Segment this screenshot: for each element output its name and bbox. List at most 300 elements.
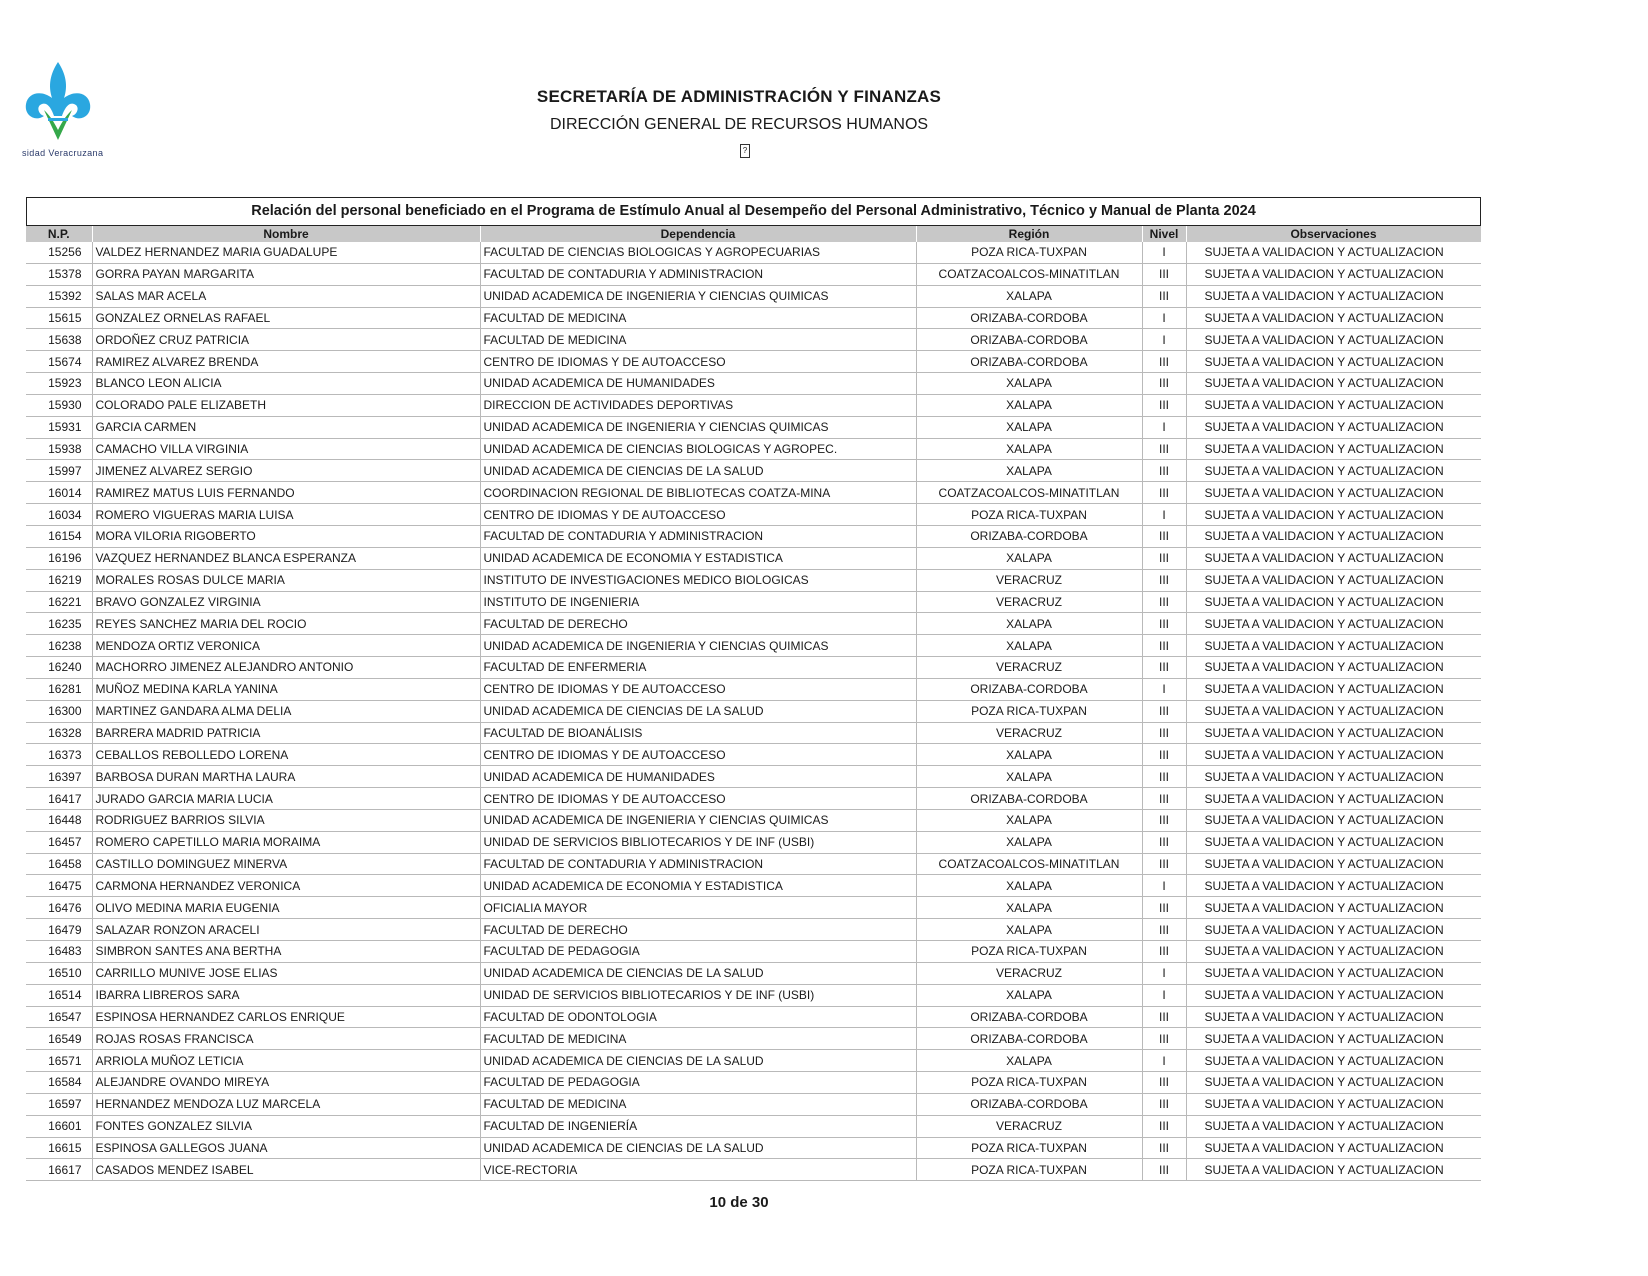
cell-dependencia: OFICIALIA MAYOR [480, 897, 916, 919]
cell-nombre: MORA VILORIA RIGOBERTO [92, 525, 480, 547]
placeholder-glyph-icon: ? [740, 144, 750, 158]
table-row [26, 984, 1481, 1006]
cell-region: ORIZABA-CORDOBA [916, 1006, 1142, 1028]
cell-observaciones: SUJETA A VALIDACION Y ACTUALIZACION [1186, 525, 1481, 547]
cell-region: COATZACOALCOS-MINATITLAN [916, 263, 1142, 285]
cell-dependencia: FACULTAD DE CONTADURIA Y ADMINISTRACION [480, 525, 916, 547]
cell-nombre: CARRILLO MUNIVE JOSE ELIAS [92, 962, 480, 984]
cell-region: POZA RICA-TUXPAN [916, 700, 1142, 722]
cell-np: 16154 [26, 525, 92, 547]
cell-region: ORIZABA-CORDOBA [916, 525, 1142, 547]
cell-dependencia: UNIDAD DE SERVICIOS BIBLIOTECARIOS Y DE INF (USBI) [480, 984, 916, 1006]
cell-np: 16458 [26, 853, 92, 875]
cell-np: 15256 [26, 242, 92, 263]
cell-nivel: III [1142, 1072, 1186, 1094]
cell-dependencia: FACULTAD DE MEDICINA [480, 307, 916, 329]
cell-observaciones: SUJETA A VALIDACION Y ACTUALIZACION [1186, 919, 1481, 941]
cell-observaciones: SUJETA A VALIDACION Y ACTUALIZACION [1186, 853, 1481, 875]
cell-nivel: III [1142, 919, 1186, 941]
cell-nombre: MUÑOZ MEDINA KARLA YANINA [92, 678, 480, 700]
cell-np: 16483 [26, 941, 92, 963]
cell-region: XALAPA [916, 897, 1142, 919]
cell-np: 16601 [26, 1115, 92, 1137]
cell-np: 16281 [26, 678, 92, 700]
cell-np: 16617 [26, 1159, 92, 1181]
table-row [26, 788, 1481, 810]
cell-nivel: I [1142, 875, 1186, 897]
column-header-region: Región [916, 226, 1142, 242]
column-header-nombre: Nombre [92, 226, 480, 242]
cell-region: VERACRUZ [916, 657, 1142, 679]
cell-nivel: I [1142, 242, 1186, 263]
cell-observaciones: SUJETA A VALIDACION Y ACTUALIZACION [1186, 1093, 1481, 1115]
cell-nivel: III [1142, 525, 1186, 547]
table-row [26, 547, 1481, 569]
table-row [26, 242, 1481, 263]
cell-region: XALAPA [916, 438, 1142, 460]
cell-np: 16196 [26, 547, 92, 569]
table-row [26, 897, 1481, 919]
cell-dependencia: UNIDAD ACADEMICA DE ECONOMIA Y ESTADISTICA [480, 875, 916, 897]
cell-region: XALAPA [916, 373, 1142, 395]
cell-region: ORIZABA-CORDOBA [916, 1093, 1142, 1115]
cell-nombre: CARMONA HERNANDEZ VERONICA [92, 875, 480, 897]
cell-observaciones: SUJETA A VALIDACION Y ACTUALIZACION [1186, 569, 1481, 591]
cell-np: 16514 [26, 984, 92, 1006]
cell-nombre: JURADO GARCIA MARIA LUCIA [92, 788, 480, 810]
cell-dependencia: FACULTAD DE PEDAGOGIA [480, 1072, 916, 1094]
cell-dependencia: FACULTAD DE DERECHO [480, 919, 916, 941]
cell-observaciones: SUJETA A VALIDACION Y ACTUALIZACION [1186, 242, 1481, 263]
cell-observaciones: SUJETA A VALIDACION Y ACTUALIZACION [1186, 416, 1481, 438]
table-row [26, 853, 1481, 875]
column-header-nivel: Nivel [1142, 226, 1186, 242]
cell-nivel: III [1142, 853, 1186, 875]
cell-nombre: ORDOÑEZ CRUZ PATRICIA [92, 329, 480, 351]
table-row [26, 1028, 1481, 1050]
cell-np: 16328 [26, 722, 92, 744]
cell-np: 16300 [26, 700, 92, 722]
cell-nombre: SALAS MAR ACELA [92, 285, 480, 307]
cell-nombre: RODRIGUEZ BARRIOS SILVIA [92, 809, 480, 831]
cell-observaciones: SUJETA A VALIDACION Y ACTUALIZACION [1186, 285, 1481, 307]
logo-text: sidad Veracruzana [22, 148, 104, 158]
cell-np: 15378 [26, 263, 92, 285]
table-row [26, 722, 1481, 744]
cell-np: 16397 [26, 766, 92, 788]
cell-nivel: I [1142, 416, 1186, 438]
cell-nivel: I [1142, 504, 1186, 526]
cell-np: 16219 [26, 569, 92, 591]
cell-dependencia: UNIDAD DE SERVICIOS BIBLIOTECARIOS Y DE INF (USBI) [480, 831, 916, 853]
cell-region: POZA RICA-TUXPAN [916, 1137, 1142, 1159]
cell-nivel: III [1142, 657, 1186, 679]
cell-dependencia: CENTRO DE IDIOMAS Y DE AUTOACCESO [480, 678, 916, 700]
cell-dependencia: UNIDAD ACADEMICA DE INGENIERIA Y CIENCIAS QUIMICAS [480, 285, 916, 307]
cell-region: XALAPA [916, 809, 1142, 831]
cell-region: POZA RICA-TUXPAN [916, 242, 1142, 263]
cell-np: 16373 [26, 744, 92, 766]
cell-np: 16584 [26, 1072, 92, 1094]
cell-observaciones: SUJETA A VALIDACION Y ACTUALIZACION [1186, 809, 1481, 831]
cell-dependencia: FACULTAD DE CONTADURIA Y ADMINISTRACION [480, 263, 916, 285]
cell-dependencia: UNIDAD ACADEMICA DE CIENCIAS DE LA SALUD [480, 1050, 916, 1072]
cell-nombre: FONTES GONZALEZ SILVIA [92, 1115, 480, 1137]
cell-observaciones: SUJETA A VALIDACION Y ACTUALIZACION [1186, 657, 1481, 679]
cell-observaciones: SUJETA A VALIDACION Y ACTUALIZACION [1186, 1050, 1481, 1072]
cell-dependencia: INSTITUTO DE INGENIERIA [480, 591, 916, 613]
cell-observaciones: SUJETA A VALIDACION Y ACTUALIZACION [1186, 766, 1481, 788]
cell-nombre: JIMENEZ ALVAREZ SERGIO [92, 460, 480, 482]
cell-observaciones: SUJETA A VALIDACION Y ACTUALIZACION [1186, 351, 1481, 373]
cell-nivel: III [1142, 1137, 1186, 1159]
cell-observaciones: SUJETA A VALIDACION Y ACTUALIZACION [1186, 722, 1481, 744]
table-row [26, 329, 1481, 351]
table-caption: Relación del personal beneficiado en el Programa de Estímulo Anual al Desempeño del Personal Administrativo, Técnico y Manual de Planta 2024 [26, 197, 1481, 226]
cell-dependencia: UNIDAD ACADEMICA DE INGENIERIA Y CIENCIAS QUIMICAS [480, 809, 916, 831]
table-row [26, 1072, 1481, 1094]
table-row [26, 809, 1481, 831]
cell-region: XALAPA [916, 547, 1142, 569]
cell-nivel: III [1142, 744, 1186, 766]
cell-nombre: REYES SANCHEZ MARIA DEL ROCIO [92, 613, 480, 635]
cell-region: ORIZABA-CORDOBA [916, 1028, 1142, 1050]
cell-observaciones: SUJETA A VALIDACION Y ACTUALIZACION [1186, 394, 1481, 416]
table-row [26, 482, 1481, 504]
table-row [26, 351, 1481, 373]
cell-nombre: IBARRA LIBREROS SARA [92, 984, 480, 1006]
cell-nivel: III [1142, 482, 1186, 504]
cell-nombre: ARRIOLA MUÑOZ LETICIA [92, 1050, 480, 1072]
table-row [26, 766, 1481, 788]
cell-observaciones: SUJETA A VALIDACION Y ACTUALIZACION [1186, 744, 1481, 766]
cell-nivel: III [1142, 569, 1186, 591]
cell-nivel: III [1142, 285, 1186, 307]
cell-nombre: COLORADO PALE ELIZABETH [92, 394, 480, 416]
cell-nombre: GONZALEZ ORNELAS RAFAEL [92, 307, 480, 329]
cell-dependencia: FACULTAD DE MEDICINA [480, 1028, 916, 1050]
cell-observaciones: SUJETA A VALIDACION Y ACTUALIZACION [1186, 373, 1481, 395]
cell-np: 16221 [26, 591, 92, 613]
cell-nombre: MACHORRO JIMENEZ ALEJANDRO ANTONIO [92, 657, 480, 679]
table-row [26, 504, 1481, 526]
cell-nivel: III [1142, 897, 1186, 919]
cell-observaciones: SUJETA A VALIDACION Y ACTUALIZACION [1186, 831, 1481, 853]
cell-nivel: III [1142, 547, 1186, 569]
cell-observaciones: SUJETA A VALIDACION Y ACTUALIZACION [1186, 263, 1481, 285]
cell-nivel: III [1142, 788, 1186, 810]
cell-np: 15930 [26, 394, 92, 416]
cell-dependencia: CENTRO DE IDIOMAS Y DE AUTOACCESO [480, 351, 916, 373]
cell-nombre: CEBALLOS REBOLLEDO LORENA [92, 744, 480, 766]
cell-region: XALAPA [916, 635, 1142, 657]
cell-region: XALAPA [916, 831, 1142, 853]
cell-nivel: III [1142, 722, 1186, 744]
table-row [26, 394, 1481, 416]
table-row [26, 962, 1481, 984]
cell-observaciones: SUJETA A VALIDACION Y ACTUALIZACION [1186, 700, 1481, 722]
cell-region: POZA RICA-TUXPAN [916, 504, 1142, 526]
cell-nombre: ALEJANDRE OVANDO MIREYA [92, 1072, 480, 1094]
cell-np: 16475 [26, 875, 92, 897]
cell-dependencia: FACULTAD DE BIOANÁLISIS [480, 722, 916, 744]
cell-nombre: ROMERO VIGUERAS MARIA LUISA [92, 504, 480, 526]
cell-dependencia: FACULTAD DE CONTADURIA Y ADMINISTRACION [480, 853, 916, 875]
cell-np: 16240 [26, 657, 92, 679]
cell-observaciones: SUJETA A VALIDACION Y ACTUALIZACION [1186, 547, 1481, 569]
cell-observaciones: SUJETA A VALIDACION Y ACTUALIZACION [1186, 962, 1481, 984]
cell-dependencia: UNIDAD ACADEMICA DE CIENCIAS BIOLOGICAS Y AGROPEC. [480, 438, 916, 460]
cell-observaciones: SUJETA A VALIDACION Y ACTUALIZACION [1186, 1006, 1481, 1028]
cell-observaciones: SUJETA A VALIDACION Y ACTUALIZACION [1186, 460, 1481, 482]
cell-dependencia: CENTRO DE IDIOMAS Y DE AUTOACCESO [480, 744, 916, 766]
cell-dependencia: UNIDAD ACADEMICA DE CIENCIAS DE LA SALUD [480, 962, 916, 984]
cell-observaciones: SUJETA A VALIDACION Y ACTUALIZACION [1186, 1028, 1481, 1050]
cell-nombre: GORRA PAYAN MARGARITA [92, 263, 480, 285]
cell-region: POZA RICA-TUXPAN [916, 1072, 1142, 1094]
cell-np: 16238 [26, 635, 92, 657]
cell-observaciones: SUJETA A VALIDACION Y ACTUALIZACION [1186, 613, 1481, 635]
cell-nivel: III [1142, 373, 1186, 395]
cell-observaciones: SUJETA A VALIDACION Y ACTUALIZACION [1186, 875, 1481, 897]
cell-dependencia: FACULTAD DE MEDICINA [480, 1093, 916, 1115]
column-header-observaciones: Observaciones [1186, 226, 1481, 242]
cell-np: 16417 [26, 788, 92, 810]
cell-nivel: I [1142, 984, 1186, 1006]
cell-dependencia: CENTRO DE IDIOMAS Y DE AUTOACCESO [480, 788, 916, 810]
cell-nombre: CAMACHO VILLA VIRGINIA [92, 438, 480, 460]
cell-nombre: RAMIREZ MATUS LUIS FERNANDO [92, 482, 480, 504]
table-row [26, 744, 1481, 766]
data-table [26, 226, 1482, 1181]
table-row [26, 657, 1481, 679]
table-row [26, 416, 1481, 438]
table-body [26, 242, 1481, 1181]
column-header-dependencia: Dependencia [480, 226, 916, 242]
cell-np: 15615 [26, 307, 92, 329]
table-row [26, 591, 1481, 613]
cell-nombre: OLIVO MEDINA MARIA EUGENIA [92, 897, 480, 919]
table-row [26, 460, 1481, 482]
cell-np: 16597 [26, 1093, 92, 1115]
cell-nombre: ROJAS ROSAS FRANCISCA [92, 1028, 480, 1050]
table-header-row [26, 226, 1481, 242]
cell-region: XALAPA [916, 919, 1142, 941]
cell-np: 15638 [26, 329, 92, 351]
cell-np: 15938 [26, 438, 92, 460]
cell-region: XALAPA [916, 766, 1142, 788]
table-row [26, 1050, 1481, 1072]
table-row [26, 285, 1481, 307]
cell-dependencia: INSTITUTO DE INVESTIGACIONES MEDICO BIOLOGICAS [480, 569, 916, 591]
cell-nivel: III [1142, 460, 1186, 482]
cell-nivel: III [1142, 1159, 1186, 1181]
cell-np: 16547 [26, 1006, 92, 1028]
table-row [26, 1159, 1481, 1181]
cell-observaciones: SUJETA A VALIDACION Y ACTUALIZACION [1186, 1159, 1481, 1181]
cell-np: 16510 [26, 962, 92, 984]
cell-np: 15923 [26, 373, 92, 395]
cell-nivel: III [1142, 394, 1186, 416]
cell-dependencia: VICE-RECTORIA [480, 1159, 916, 1181]
table-row [26, 613, 1481, 635]
table-row [26, 700, 1481, 722]
cell-nivel: III [1142, 613, 1186, 635]
cell-nivel: III [1142, 1006, 1186, 1028]
cell-observaciones: SUJETA A VALIDACION Y ACTUALIZACION [1186, 678, 1481, 700]
cell-nivel: I [1142, 329, 1186, 351]
cell-nombre: RAMIREZ ALVAREZ BRENDA [92, 351, 480, 373]
cell-region: XALAPA [916, 875, 1142, 897]
cell-dependencia: UNIDAD ACADEMICA DE CIENCIAS DE LA SALUD [480, 460, 916, 482]
cell-region: ORIZABA-CORDOBA [916, 788, 1142, 810]
cell-nombre: ROMERO CAPETILLO MARIA MORAIMA [92, 831, 480, 853]
cell-observaciones: SUJETA A VALIDACION Y ACTUALIZACION [1186, 482, 1481, 504]
cell-np: 16615 [26, 1137, 92, 1159]
table-row [26, 635, 1481, 657]
cell-np: 16448 [26, 809, 92, 831]
cell-nivel: I [1142, 307, 1186, 329]
cell-region: XALAPA [916, 984, 1142, 1006]
table-row [26, 307, 1481, 329]
cell-observaciones: SUJETA A VALIDACION Y ACTUALIZACION [1186, 788, 1481, 810]
cell-dependencia: UNIDAD ACADEMICA DE INGENIERIA Y CIENCIAS QUIMICAS [480, 635, 916, 657]
cell-np: 15931 [26, 416, 92, 438]
cell-np: 15997 [26, 460, 92, 482]
cell-np: 16549 [26, 1028, 92, 1050]
cell-dependencia: FACULTAD DE ENFERMERIA [480, 657, 916, 679]
cell-region: XALAPA [916, 460, 1142, 482]
cell-nivel: III [1142, 809, 1186, 831]
cell-nombre: CASTILLO DOMINGUEZ MINERVA [92, 853, 480, 875]
table-row [26, 875, 1481, 897]
cell-nombre: CASADOS MENDEZ ISABEL [92, 1159, 480, 1181]
cell-dependencia: FACULTAD DE PEDAGOGIA [480, 941, 916, 963]
cell-np: 16235 [26, 613, 92, 635]
cell-np: 16571 [26, 1050, 92, 1072]
cell-region: ORIZABA-CORDOBA [916, 678, 1142, 700]
cell-observaciones: SUJETA A VALIDACION Y ACTUALIZACION [1186, 635, 1481, 657]
cell-region: XALAPA [916, 394, 1142, 416]
cell-region: ORIZABA-CORDOBA [916, 307, 1142, 329]
cell-nombre: VALDEZ HERNANDEZ MARIA GUADALUPE [92, 242, 480, 263]
cell-region: VERACRUZ [916, 722, 1142, 744]
cell-region: XALAPA [916, 285, 1142, 307]
cell-nivel: I [1142, 678, 1186, 700]
cell-region: VERACRUZ [916, 591, 1142, 613]
cell-np: 16014 [26, 482, 92, 504]
cell-nivel: III [1142, 438, 1186, 460]
cell-nivel: III [1142, 1115, 1186, 1137]
cell-nombre: BARBOSA DURAN MARTHA LAURA [92, 766, 480, 788]
cell-nombre: MARTINEZ GANDARA ALMA DELIA [92, 700, 480, 722]
cell-nombre: ESPINOSA HERNANDEZ CARLOS ENRIQUE [92, 1006, 480, 1028]
cell-dependencia: DIRECCION DE ACTIVIDADES DEPORTIVAS [480, 394, 916, 416]
page-number: 10 de 30 [709, 1194, 769, 1211]
cell-observaciones: SUJETA A VALIDACION Y ACTUALIZACION [1186, 591, 1481, 613]
cell-nivel: III [1142, 1093, 1186, 1115]
cell-observaciones: SUJETA A VALIDACION Y ACTUALIZACION [1186, 1137, 1481, 1159]
cell-dependencia: UNIDAD ACADEMICA DE HUMANIDADES [480, 373, 916, 395]
table-row [26, 263, 1481, 285]
cell-nombre: BRAVO GONZALEZ VIRGINIA [92, 591, 480, 613]
cell-observaciones: SUJETA A VALIDACION Y ACTUALIZACION [1186, 1072, 1481, 1094]
table-row [26, 1006, 1481, 1028]
cell-nivel: I [1142, 1050, 1186, 1072]
cell-dependencia: FACULTAD DE ODONTOLOGIA [480, 1006, 916, 1028]
cell-dependencia: FACULTAD DE MEDICINA [480, 329, 916, 351]
page-subtitle: DIRECCIÓN GENERAL DE RECURSOS HUMANOS [549, 116, 929, 133]
cell-nombre: HERNANDEZ MENDOZA LUZ MARCELA [92, 1093, 480, 1115]
cell-dependencia: UNIDAD ACADEMICA DE CIENCIAS DE LA SALUD [480, 1137, 916, 1159]
cell-nombre: SIMBRON SANTES ANA BERTHA [92, 941, 480, 963]
cell-nivel: III [1142, 831, 1186, 853]
cell-region: POZA RICA-TUXPAN [916, 1159, 1142, 1181]
cell-region: VERACRUZ [916, 1115, 1142, 1137]
page-title: SECRETARÍA DE ADMINISTRACIÓN Y FINANZAS [536, 87, 942, 106]
cell-region: POZA RICA-TUXPAN [916, 941, 1142, 963]
cell-observaciones: SUJETA A VALIDACION Y ACTUALIZACION [1186, 438, 1481, 460]
cell-region: COATZACOALCOS-MINATITLAN [916, 853, 1142, 875]
table-row [26, 1137, 1481, 1159]
cell-np: 16479 [26, 919, 92, 941]
table-row [26, 1115, 1481, 1137]
table-row [26, 919, 1481, 941]
cell-dependencia: COORDINACION REGIONAL DE BIBLIOTECAS COATZA-MINA [480, 482, 916, 504]
cell-nivel: III [1142, 591, 1186, 613]
cell-dependencia: CENTRO DE IDIOMAS Y DE AUTOACCESO [480, 504, 916, 526]
cell-nivel: III [1142, 1028, 1186, 1050]
cell-nombre: SALAZAR RONZON ARACELI [92, 919, 480, 941]
column-header-np: N.P. [26, 226, 92, 242]
table-row [26, 569, 1481, 591]
cell-nivel: III [1142, 263, 1186, 285]
table-row [26, 831, 1481, 853]
cell-region: VERACRUZ [916, 569, 1142, 591]
table-row [26, 678, 1481, 700]
university-logo [22, 60, 132, 160]
cell-dependencia: FACULTAD DE CIENCIAS BIOLOGICAS Y AGROPECUARIAS [480, 242, 916, 263]
cell-dependencia: UNIDAD ACADEMICA DE CIENCIAS DE LA SALUD [480, 700, 916, 722]
cell-region: XALAPA [916, 416, 1142, 438]
cell-np: 15392 [26, 285, 92, 307]
table-row [26, 525, 1481, 547]
cell-observaciones: SUJETA A VALIDACION Y ACTUALIZACION [1186, 329, 1481, 351]
cell-region: XALAPA [916, 744, 1142, 766]
cell-region: VERACRUZ [916, 962, 1142, 984]
cell-np: 16476 [26, 897, 92, 919]
cell-nivel: III [1142, 351, 1186, 373]
cell-nivel: I [1142, 962, 1186, 984]
cell-np: 15674 [26, 351, 92, 373]
cell-region: XALAPA [916, 613, 1142, 635]
cell-nivel: III [1142, 700, 1186, 722]
cell-np: 16457 [26, 831, 92, 853]
table-row [26, 373, 1481, 395]
cell-observaciones: SUJETA A VALIDACION Y ACTUALIZACION [1186, 307, 1481, 329]
table-row [26, 941, 1481, 963]
table-row [26, 1093, 1481, 1115]
cell-nombre: GARCIA CARMEN [92, 416, 480, 438]
cell-dependencia: UNIDAD ACADEMICA DE ECONOMIA Y ESTADISTICA [480, 547, 916, 569]
cell-nombre: MORALES ROSAS DULCE MARIA [92, 569, 480, 591]
cell-observaciones: SUJETA A VALIDACION Y ACTUALIZACION [1186, 941, 1481, 963]
cell-dependencia: FACULTAD DE DERECHO [480, 613, 916, 635]
cell-observaciones: SUJETA A VALIDACION Y ACTUALIZACION [1186, 504, 1481, 526]
table-row [26, 438, 1481, 460]
cell-nivel: III [1142, 766, 1186, 788]
cell-nombre: VAZQUEZ HERNANDEZ BLANCA ESPERANZA [92, 547, 480, 569]
